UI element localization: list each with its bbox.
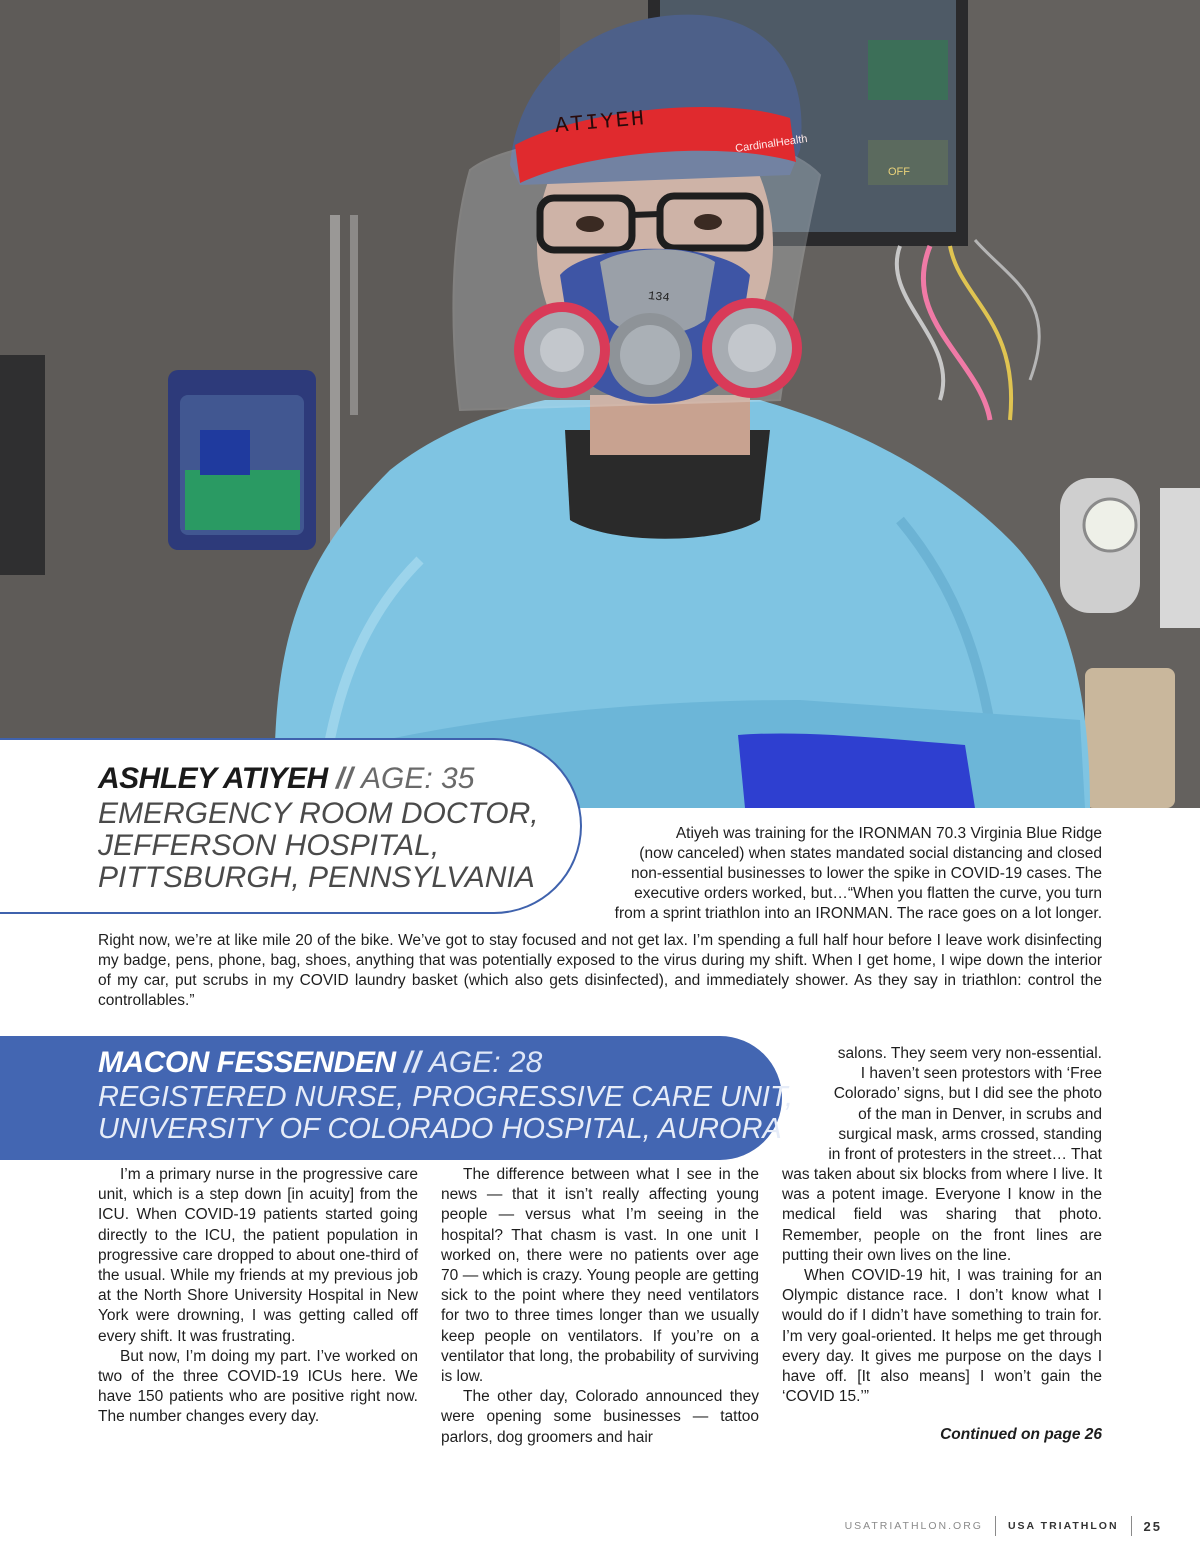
profile1-text-intro — [540, 824, 1102, 924]
paragraph: The other day, Colorado announced they were opening some businesses — tattoo parlors, dog groomers and hair — [441, 1388, 759, 1446]
paragraph: The difference between what I see in the news — that it isn’t really affecting young people — versus what I’m seeing in the hospital? That chasm is vast. In one unit I worked on, there were no patients over age 70 — which is crazy. Young people are getting sick to the point where they need ventilators for two to three times longer than we usually keep people on ventilators. If you’re on a ventilator that long, the probability of surviving is low. — [441, 1166, 759, 1386]
footer-divider — [995, 1516, 996, 1536]
profile1-title-line: PITTSBURGH, PENNSYLVANIA — [98, 861, 535, 894]
column-line: Colorado’ signs, but I did see the photo — [833, 1085, 1102, 1103]
paragraph: But now, I’m doing my part. I’ve worked on two of the three COVID-19 ICUs here. We have 150 patients who are positive right now. The number changes every day. — [98, 1347, 418, 1426]
profile1-text-body: Right now, we’re at like mile 20 of the bike. We’ve got to stay focused and not get lax. I’m spending a full half hour before I leave work disinfecting my badge, pens, phone, bag, shoes, anything that was potentially exposed to the virus during my shift. When I get home, I wipe down the interior of my car, put scrubs in my COVID laundry basket (which also gets disinfected), and immediately shower. As they say in triathlon: control the controllables.” — [98, 932, 1102, 1009]
monitor-off-label: OFF — [888, 166, 910, 178]
footer-magazine: USA TRIATHLON — [1007, 1520, 1119, 1532]
profile1-header — [0, 738, 582, 914]
profile1-text-line: (now canceled) when states mandated social distancing and closed — [639, 845, 1102, 862]
profile1-title-line: EMERGENCY ROOM DOCTOR, — [98, 797, 539, 830]
profile2-name-row — [98, 1046, 542, 1080]
profile2-column-3 — [782, 1165, 1102, 1407]
paragraph: was taken about six blocks from where I live. It was a potent image. Everyone I know in the medical field was sharing that photo. Remember, people on the front lines are putting their own lives on the line. — [782, 1166, 1102, 1264]
profile1-name-row — [98, 762, 474, 796]
profile1-name: ASHLEY ATIYEH — [98, 762, 328, 795]
profile1-text-line: from a sprint triathlon into an IRONMAN. The race goes on a lot longer. — [614, 905, 1102, 922]
mask-number-label: 134 — [647, 288, 671, 306]
headband-brand-label: CardinalHealth — [734, 132, 809, 156]
column-line: surgical mask, arms crossed, standing — [838, 1125, 1102, 1143]
profile2-separator: // — [403, 1046, 421, 1079]
profile2-header — [0, 1036, 794, 1160]
paragraph: I’m a primary nurse in the progressive care unit, which is a step down [in acuity] from the ICU. When COVID-19 patients started going directly to the ICU, the patient population in progressive care dropped to about one-third of the usual. While my friends at my previous job at the North Shore University Hospital in New York were drowning, I was getting called off every shift. It was frustrating. — [98, 1166, 418, 1345]
profile1-text-line: executive orders worked, but…“When you flatten the curve, you turn — [634, 885, 1102, 902]
footer-divider — [1131, 1516, 1132, 1536]
profile1-text-line: Atiyeh was training for the IRONMAN 70.3 Virginia Blue Ridge — [675, 825, 1102, 842]
profile2-column-2 — [441, 1165, 759, 1448]
profile2-column-1 — [98, 1165, 418, 1428]
column-line: of the man in Denver, in scrubs and — [858, 1105, 1102, 1123]
profile2-age: AGE: 28 — [428, 1046, 543, 1079]
profile2-column-3-intro — [780, 1044, 1102, 1165]
column-line: salons. They seem very non-essential. — [837, 1045, 1102, 1062]
profile2-title — [98, 1081, 793, 1145]
continued-on-link[interactable]: Continued on page 26 — [940, 1426, 1102, 1443]
profile1-age: AGE: 35 — [361, 762, 475, 795]
column-line: in front of protesters in the street… That — [828, 1146, 1102, 1164]
profile2-title-line: REGISTERED NURSE, PROGRESSIVE CARE UNIT, — [98, 1081, 794, 1113]
footer-site[interactable]: USATRIATHLON.ORG — [844, 1520, 983, 1532]
profile1-title — [98, 798, 539, 894]
profile2-name: MACON FESSENDEN — [98, 1046, 396, 1079]
page-number: 25 — [1143, 1518, 1162, 1534]
column-line: I haven’t seen protestors with ‘Free — [860, 1065, 1102, 1083]
page-footer — [845, 1516, 1162, 1536]
profile2-title-line: UNIVERSITY OF COLORADO HOSPITAL, AURORA — [98, 1113, 782, 1145]
profile1-text-line: non-essential businesses to lower the spike in COVID-19 cases. The — [631, 865, 1102, 882]
profile1-title-line: JEFFERSON HOSPITAL, — [98, 829, 440, 862]
paragraph: When COVID-19 hit, I was training for an Olympic distance race. I don’t know what I would do if I didn’t have something to train for. I’m very goal-oriented. It helps me get through every day. It gives me purpose on the days I have off. [It also means] I won’t gain the ‘COVID 15.’” — [782, 1267, 1102, 1406]
profile1-separator: // — [336, 762, 353, 795]
headband-name-label: ATIYEH — [554, 106, 648, 139]
